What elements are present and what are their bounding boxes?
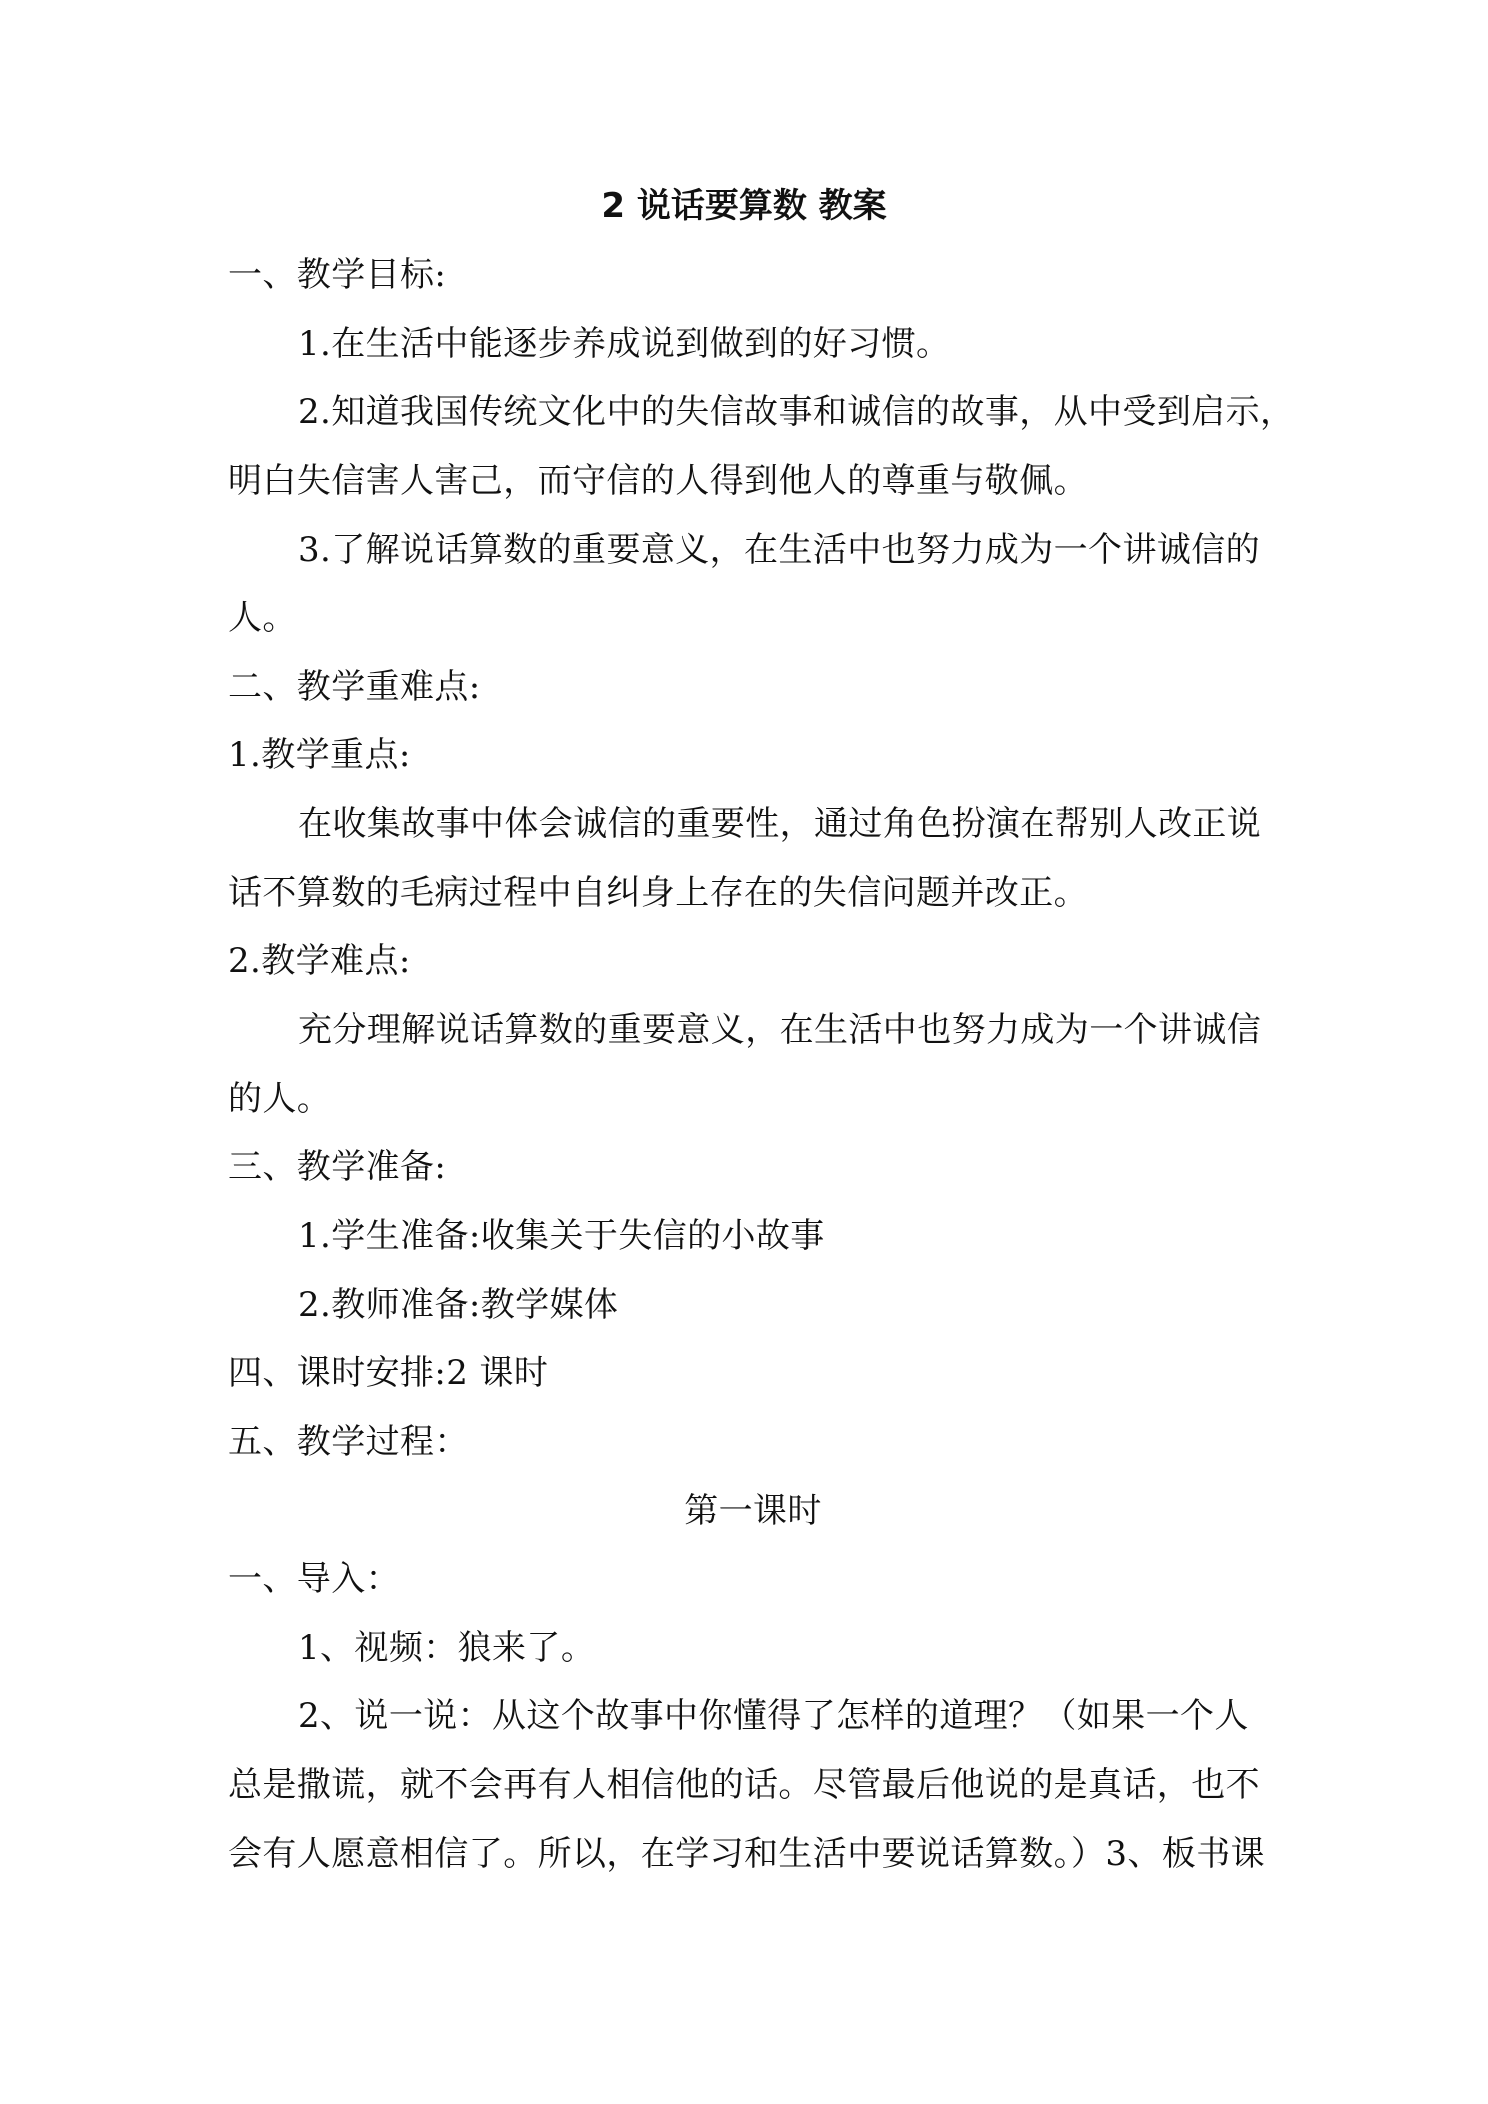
text-line: 一、导入：: [228, 1559, 400, 1600]
text-line: 的人。: [228, 1078, 332, 1119]
document-title: 2 说话要算数 教案: [601, 186, 887, 226]
section-subtitle: 第一课时: [684, 1490, 822, 1531]
text-line: 2、说一说：从这个故事中你懂得了怎样的道理？（如果一个人: [298, 1696, 1249, 1737]
text-line: 三、教学准备:: [228, 1147, 447, 1188]
text-line: 充分理解说话算数的重要意义，在生活中也努力成为一个讲诚信: [298, 1010, 1262, 1051]
text-line: 二、教学重难点:: [228, 666, 481, 707]
text-line: 话不算数的毛病过程中自纠身上存在的失信问题并改正。: [228, 872, 1088, 913]
text-line: 3.了解说话算数的重要意义，在生活中也努力成为一个讲诚信的: [298, 529, 1261, 570]
text-line: 会有人愿意相信了。所以，在学习和生活中要说话算数。）3、板书课: [228, 1833, 1266, 1874]
text-line: 1.在生活中能逐步养成说到做到的好习惯。: [298, 323, 951, 364]
text-line: 五、教学过程：: [228, 1421, 469, 1462]
text-line: 1.学生准备:收集关于失信的小故事: [298, 1215, 825, 1256]
text-line: 明白失信害人害己，而守信的人得到他人的尊重与敬佩。: [228, 460, 1088, 501]
document-body: [228, 241, 1295, 1888]
text-line: 1.教学重点:: [228, 735, 411, 776]
text-line: 一、教学目标:: [228, 255, 447, 295]
text-line: 2.知道我国传统文化中的失信故事和诚信的故事，从中受到启示，: [298, 392, 1295, 433]
text-line: 2.教师准备:教学媒体: [298, 1284, 619, 1325]
text-line: 在收集故事中体会诚信的重要性，通过角色扮演在帮别人改正说: [298, 804, 1262, 845]
text-line: 四、课时安排:2 课时: [228, 1353, 549, 1394]
text-line: 人。: [228, 598, 297, 639]
text-line: 1、视频：狼来了。: [298, 1627, 596, 1668]
text-line: 总是撒谎，就不会再有人相信他的话。尽管最后他说的是真话，也不: [228, 1765, 1260, 1806]
text-line: 2.教学难点:: [228, 941, 411, 982]
